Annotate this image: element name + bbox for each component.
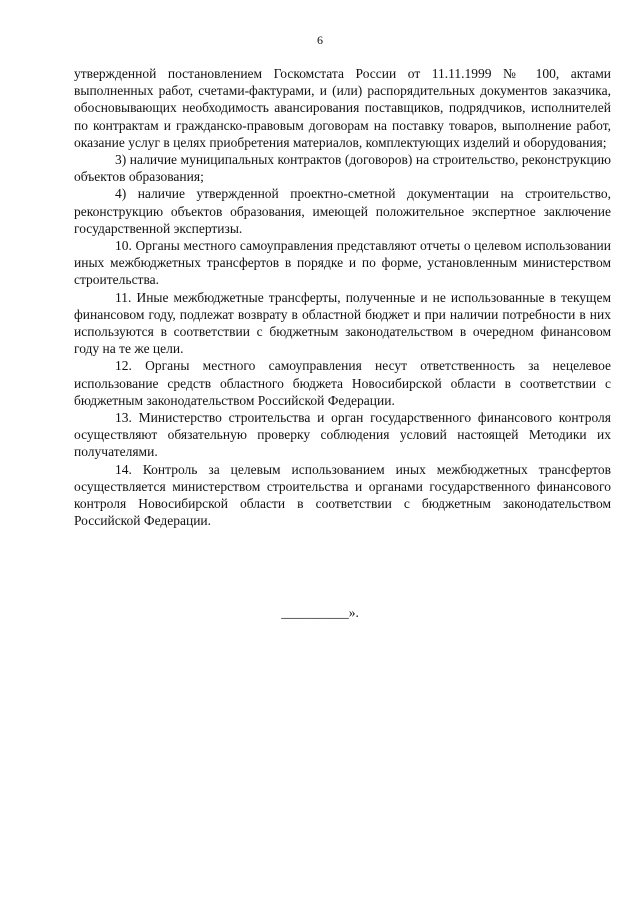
paragraph-clause-10: 10. Органы местного самоуправления представляют отчеты о целевом использовании иных межбюджетных трансфертов в порядке и по форме, установленным министерством строительства. bbox=[74, 238, 611, 288]
paragraph-item-4: 4) наличие утвержденной проектно-сметной документации на строительство, реконструкцию объектов образования, имеющей положительное экспертное заключение государственной экспертизы. bbox=[74, 186, 611, 236]
paragraph-clause-13: 13. Министерство строительства и орган государственного финансового контроля осуществляют обязательную проверку соблюдения условий настоящей Методики их получателями. bbox=[74, 410, 611, 460]
paragraph-continuation: утвержденной постановлением Госкомстата России от 11.11.1999 № 100, актами выполненных работ, счетами-фактурами, и (или) распорядительных документов заказчика, обосновывающих необходимость авансирования поставщиков, подрядчиков, исполнителей по контрактам и гражданско-правовым договорам на поставку товаров, выполнение работ, оказание услуг в целях приобретения материалов, комплектующих изделий и оборудования; bbox=[74, 66, 611, 150]
page-number: 6 bbox=[317, 33, 323, 47]
paragraph-clause-14: 14. Контроль за целевым использованием иных межбюджетных трансфертов осуществляется министерством строительства и органами государственного финансового контроля Новосибирской области в соответствии с бюджетным законодательством Российской Федерации. bbox=[74, 461, 611, 529]
paragraph-clause-11: 11. Иные межбюджетные трансферты, полученные и не использованные в текущем финансовом году, подлежат возврату в областной бюджет и при наличии потребности в них используются в соответствии с бюджетным законодательством в очередном финансовом году на те же цели. bbox=[74, 289, 611, 357]
paragraph-clause-12: 12. Органы местного самоуправления несут ответственность за нецелевое использование средств областного бюджета Новосибирской области в соответствии с бюджетным законодательством Российской Федерации. bbox=[74, 358, 611, 408]
paragraph-item-3: 3) наличие муниципальных контрактов (договоров) на строительство, реконструкцию объектов образования; bbox=[74, 152, 611, 185]
document-body bbox=[74, 65, 611, 529]
closing-line: __________». bbox=[281, 605, 359, 620]
